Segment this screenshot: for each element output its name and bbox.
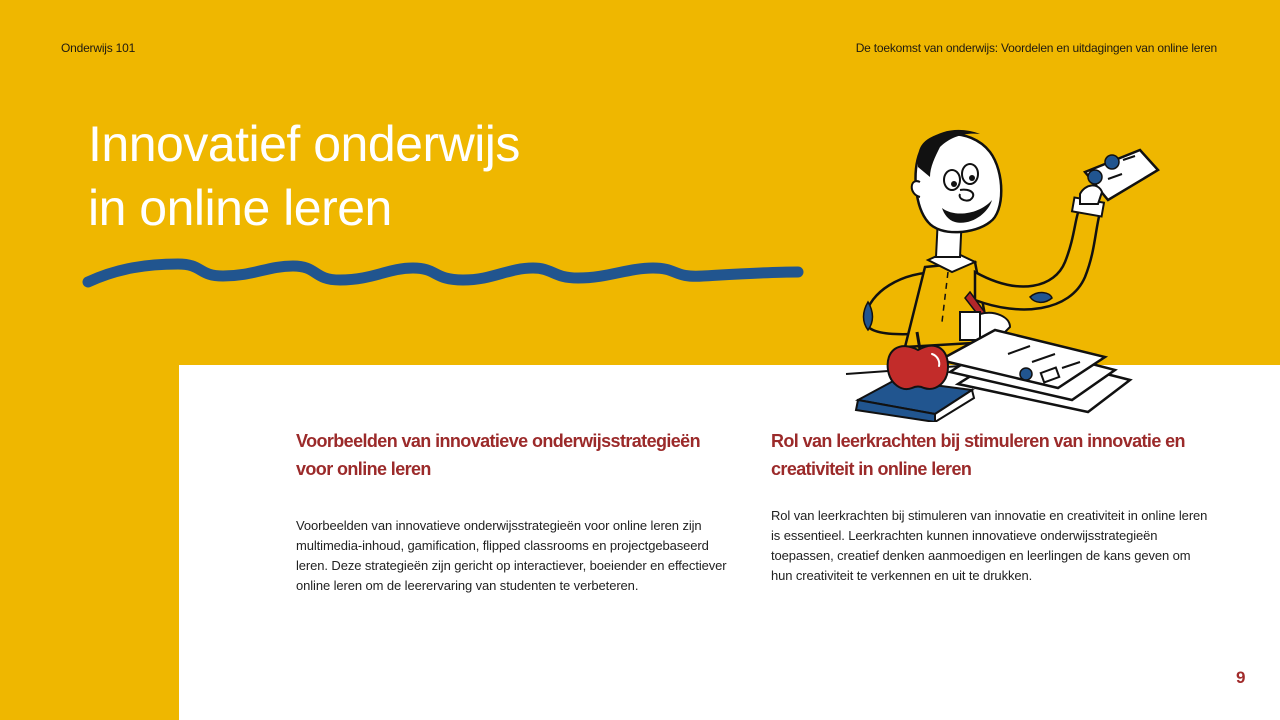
- teacher-illustration-icon: [840, 122, 1170, 422]
- column-innovative-strategies: [296, 427, 736, 596]
- header-left-label: Onderwijs 101: [61, 41, 136, 55]
- column-teacher-role: [771, 427, 1211, 586]
- page-number: 9: [1236, 668, 1246, 687]
- title-line-1: Innovatief onderwijs: [88, 116, 520, 172]
- column-2-heading: Rol van leerkrachten bij stimuleren van innovatie en creativiteit in online leren: [771, 431, 1185, 479]
- column-1-heading: Voorbeelden van innovatieve onderwijsstrategieën voor online leren: [296, 431, 700, 479]
- header-right-label: De toekomst van onderwijs: Voordelen en uitdagingen van online leren: [855, 41, 1217, 55]
- column-1-body: Voorbeelden van innovatieve onderwijsstrategieën voor online leren zijn multimedia-inhoud, gamification, flipped classrooms en projectgebaseerd leren. Deze strategieën zijn gericht op interactiever, boeiender en effectiever online leren om de leerervaring van studenten te verbeteren.: [296, 518, 727, 593]
- decorative-squiggle-icon: [78, 248, 808, 298]
- column-2-body: Rol van leerkrachten bij stimuleren van innovatie en creativiteit in online leren is essentieel. Leerkrachten kunnen innovatieve onderwijsstrategieën toepassen, creatief denken aanmoedigen en leerlingen de kans geven om hun creativiteit te verkennen en uit te drukken.: [771, 508, 1208, 583]
- title-line-2: in online leren: [88, 180, 392, 236]
- slide-title: [88, 112, 520, 240]
